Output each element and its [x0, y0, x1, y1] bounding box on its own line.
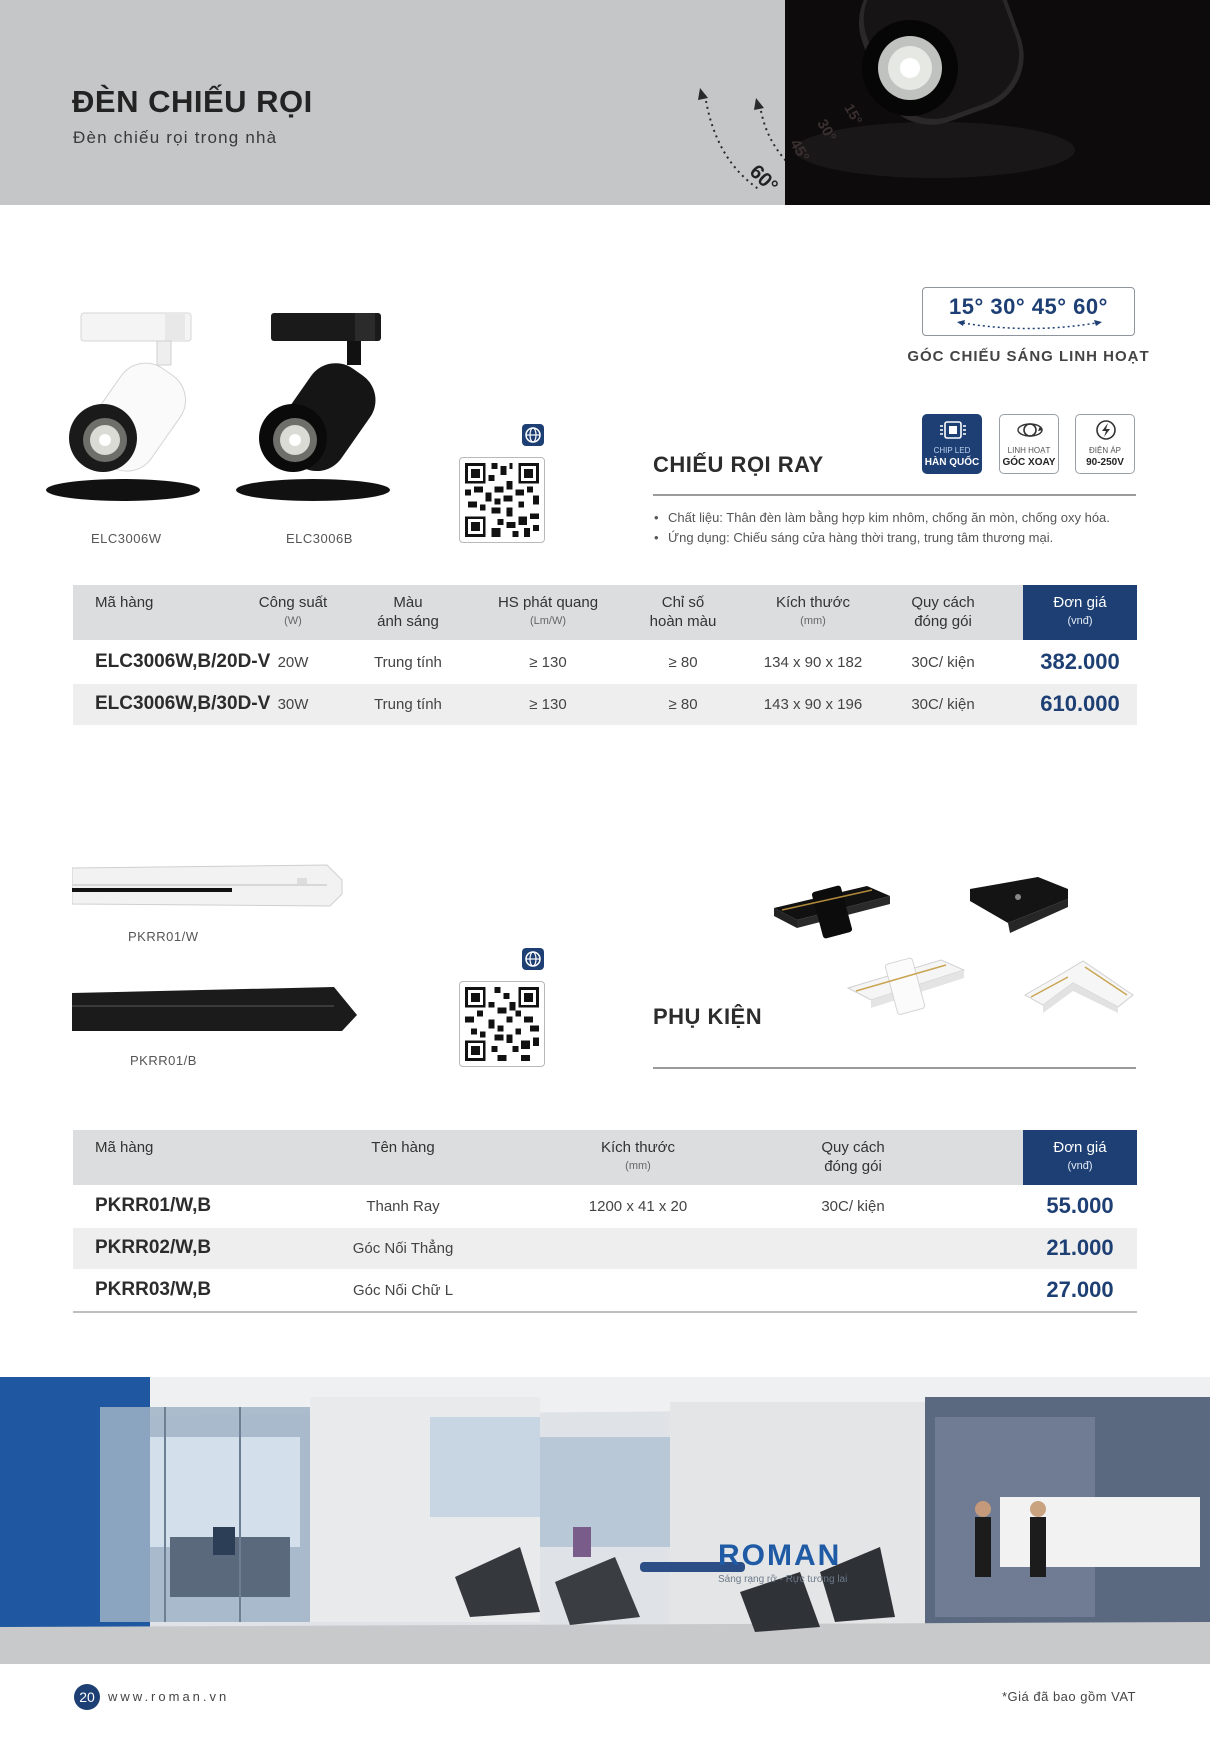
col-header-price: Đơn giá (vnđ) [1023, 1130, 1137, 1185]
qr-code[interactable] [459, 457, 545, 543]
beam-angle-caption: GÓC CHIẾU SÁNG LINH HOẠT [907, 348, 1150, 365]
cell-light-color: Trung tính [374, 696, 442, 713]
cell-size: 143 x 90 x 196 [763, 696, 863, 713]
cell-efficacy: ≥ 130 [529, 696, 567, 713]
globe-icon[interactable] [522, 948, 544, 970]
section-divider [653, 494, 1136, 496]
header-product-photo [785, 0, 1210, 205]
track-rail-white-image [72, 860, 347, 910]
badge-voltage [1075, 414, 1135, 474]
spotlight-image [785, 0, 1210, 205]
section-title-track-spotlight: CHIẾU RỌI RAY [653, 452, 824, 477]
product-caption-black: ELC3006B [286, 531, 353, 546]
globe-icon[interactable] [522, 424, 544, 446]
table-row [73, 1270, 1137, 1311]
cell-packing: 30C/ kiện [911, 654, 975, 671]
cell-code: PKRR03/W,B [95, 1279, 212, 1300]
table-header [73, 585, 1137, 640]
product-caption-rail-black: PKRR01/B [130, 1053, 197, 1068]
connector-straight-white-image [846, 948, 966, 1023]
section-title-accessories: PHỤ KIỆN [653, 1004, 763, 1029]
header-banner [0, 0, 1210, 205]
table-row [73, 642, 1137, 683]
angle-label-60: 60° [745, 160, 782, 198]
cell-price: 27.000 [1046, 1277, 1114, 1302]
feature-material: • Chất liệu: Thân đèn làm bằng hợp kim nhôm, chống ăn mòn, chống oxy hóa. [654, 508, 1110, 528]
cell-price: 21.000 [1046, 1235, 1114, 1260]
cell-power: 30W [277, 696, 309, 713]
angle-label-15: 15° [841, 100, 866, 128]
table-row [73, 684, 1137, 725]
badge-chip-led [922, 414, 982, 474]
cell-name: Góc Nối Chữ L [352, 1282, 454, 1299]
chip-icon [923, 419, 983, 443]
cell-name: Thanh Ray [366, 1198, 440, 1215]
beam-angle-box [922, 287, 1135, 336]
angle-label-45: 45° [786, 136, 813, 165]
feature-list [654, 508, 1110, 548]
spotlight-price-table [73, 585, 1137, 725]
beam-angle-values: 15° 30° 45° 60° [949, 294, 1108, 319]
table-row [73, 1186, 1137, 1227]
cell-power: 20W [277, 654, 309, 671]
brand-logo: ROMAN [718, 1539, 842, 1572]
col-header-packing: Quy cách đóng gói [911, 594, 975, 630]
cell-code: ELC3006W,B/20D-V [95, 651, 271, 672]
qr-code[interactable] [459, 981, 545, 1067]
cell-efficacy: ≥ 130 [529, 654, 567, 671]
office-photo [0, 1377, 1210, 1664]
power-icon [1076, 419, 1136, 443]
col-header-name: Tên hàng [371, 1139, 435, 1156]
badge-voltage-line2: 90-250V [1086, 457, 1124, 468]
cell-name: Góc Nối Thẳng [352, 1240, 454, 1257]
col-header-cri: Chỉ số hoàn màu [649, 594, 717, 630]
angle-label-30: 30° [813, 116, 840, 145]
col-header-light-color: Màu ánh sáng [377, 594, 439, 630]
page-title: ĐÈN CHIẾU RỌI [72, 84, 313, 119]
accessory-price-table [73, 1130, 1137, 1312]
col-header-code: Mã hàng [95, 594, 154, 611]
cell-code: PKRR02/W,B [95, 1237, 212, 1258]
brand-tagline: Sáng rạng rỡ - Rực tương lai [718, 1574, 848, 1585]
footer-vat-note: *Giá đã bao gồm VAT [1001, 1689, 1136, 1704]
badge-rotation [999, 414, 1059, 474]
office-interior-image [0, 1377, 1210, 1664]
col-header-price: Đơn giá (vnđ) [1023, 585, 1137, 640]
col-header-size: Kích thước (mm) [775, 594, 851, 627]
table-bottom-rule [73, 1311, 1137, 1313]
page-number: 20 [74, 1684, 100, 1710]
connector-straight-black-image [772, 878, 892, 948]
badge-rotation-line2: GÓC XOAY [1002, 457, 1056, 468]
cell-size: 1200 x 41 x 20 [588, 1198, 688, 1215]
badge-chip-line1: CHIP LED [933, 446, 971, 455]
cell-price: 610.000 [1040, 691, 1120, 716]
badge-voltage-line1: ĐIỆN ÁP [1088, 446, 1121, 455]
section-divider [653, 1067, 1136, 1069]
table-row [73, 1228, 1137, 1269]
rotate-icon [1000, 419, 1060, 443]
rotation-arc-graphic [690, 80, 800, 205]
cell-packing: 30C/ kiện [911, 696, 975, 713]
cell-cri: ≥ 80 [668, 696, 698, 713]
footer-url[interactable]: www.roman.vn [108, 1689, 230, 1704]
cell-price: 382.000 [1040, 649, 1120, 674]
connector-l-black-image [968, 875, 1073, 945]
beam-angle-arc [957, 318, 1102, 332]
cell-light-color: Trung tính [374, 654, 442, 671]
table-header [73, 1130, 1137, 1185]
cell-size: 134 x 90 x 182 [763, 654, 863, 671]
product-image-black [235, 305, 400, 505]
badge-rotation-line1: LINH HOẠT [1007, 446, 1051, 455]
cell-packing: 30C/ kiện [821, 1198, 885, 1215]
page-subtitle: Đèn chiếu rọi trong nhà [73, 128, 278, 147]
product-image-white [45, 305, 210, 505]
col-header-size: Kích thước (mm) [600, 1139, 676, 1172]
cell-cri: ≥ 80 [668, 654, 698, 671]
cell-code: PKRR01/W,B [95, 1195, 212, 1216]
cell-code: ELC3006W,B/30D-V [95, 693, 271, 714]
col-header-power: Công suất (W) [258, 594, 328, 627]
product-caption-rail-white: PKRR01/W [128, 929, 199, 944]
col-header-packing: Quy cách đóng gói [821, 1139, 885, 1175]
track-rail-black-image [72, 985, 360, 1035]
col-header-efficacy: HS phát quang (Lm/W) [497, 594, 599, 627]
feature-application: • Ứng dụng: Chiếu sáng cửa hàng thời trang, trung tâm thương mại. [654, 528, 1110, 548]
product-caption-white: ELC3006W [91, 531, 162, 546]
badge-chip-line2: HÀN QUỐC [924, 457, 980, 468]
connector-l-white-image [1023, 955, 1135, 1025]
col-header-code: Mã hàng [95, 1139, 154, 1156]
cell-price: 55.000 [1046, 1193, 1114, 1218]
